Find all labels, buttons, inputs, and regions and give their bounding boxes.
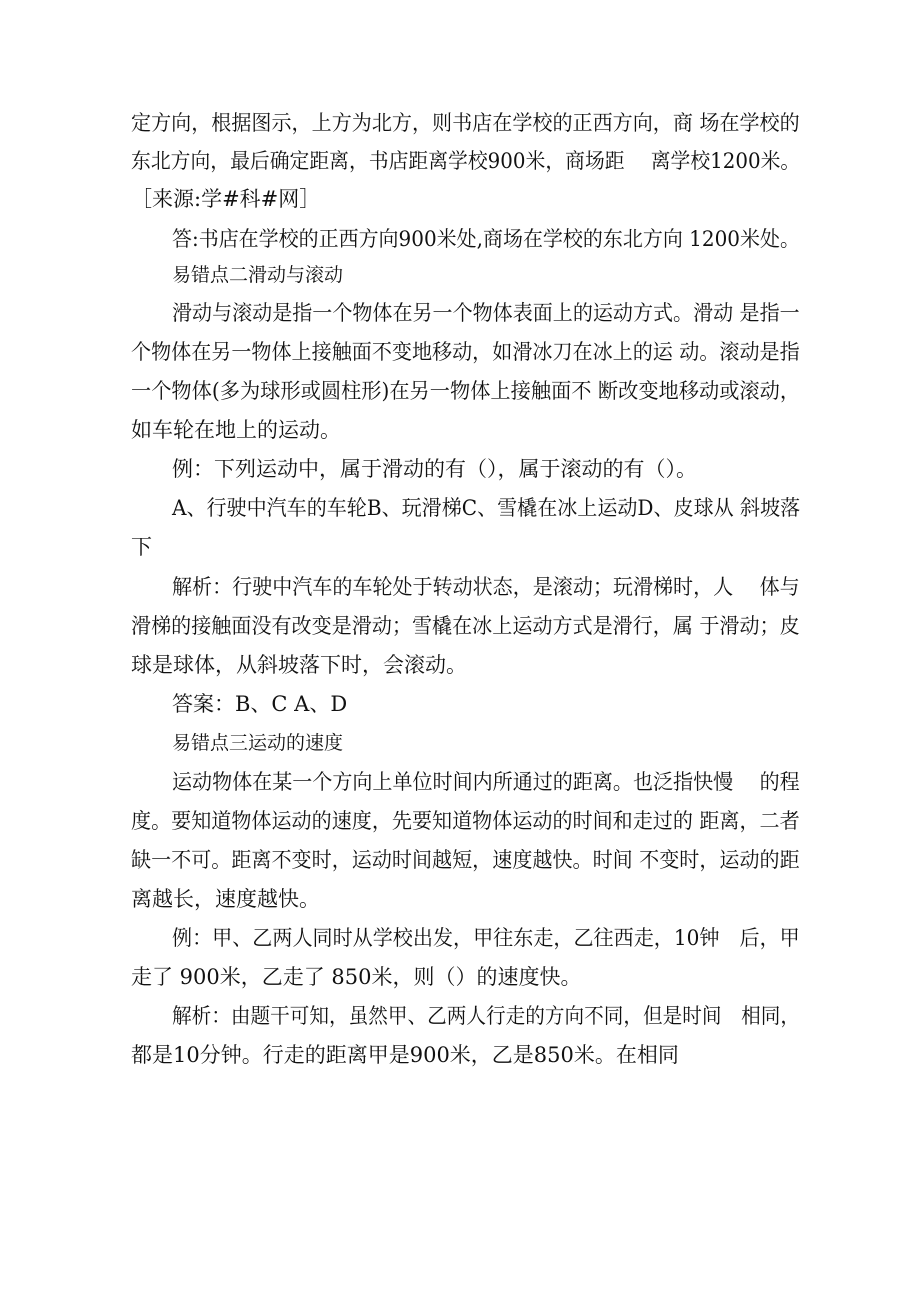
text-line-1: 定方向，根据图示，上方为北方，则书店在学校的正西方向，商 场在学校的 [131, 111, 800, 135]
text-line-18: 运动物体在某一个方向上单位时间内所通过的距离。也泛指快慢 的程 [172, 770, 800, 794]
text-line-9: 如车轮在地上的运动。 [131, 418, 341, 442]
analysis-line-3: 球是球体，从斜坡落下时，会滚动。 [131, 653, 467, 677]
section-heading-3: 易错点三运动的速度 [172, 732, 344, 754]
answer-key: 答案：B、C A、D [172, 692, 348, 716]
analysis-2-line-2: 都是10分钟。行走的距离甲是900米，乙是850米。在相同 [131, 1043, 679, 1067]
analysis-2-line-1: 解析：由题干可知，虽然甲、乙两人行走的方向不同，但是时间 相同， [172, 1004, 800, 1028]
text-line-19: 度。要知道物体运动的速度，先要知道物体运动的时间和走过的 距离，二者 [131, 809, 800, 833]
text-line-6: 滑动与滚动是指一个物体在另一个物体表面上的运动方式。滑动 是指一 [172, 301, 800, 325]
text-line-8: 一个物体(多为球形或圆柱形)在另一物体上接触面不 断改变地移动或滚动， [131, 379, 801, 403]
example-question: 例：下列运动中，属于滑动的有（），属于滚动的有（）。 [172, 457, 697, 481]
section-heading-2: 易错点二滑动与滚动 [172, 264, 344, 286]
text-line-2: 东北方向，最后确定距离，书店距离学校900米，商场距 离学校1200米。 [131, 149, 801, 173]
analysis-line-2: 滑梯的接触面没有改变是滑动；雪橇在冰上运动方式是滑行，属 于滑动；皮 [131, 614, 800, 638]
example-2-line-1: 例：甲、乙两人同时从学校出发，甲往东走，乙往西走，10钟 后，甲 [172, 926, 800, 950]
analysis-line-1: 解析：行驶中汽车的车轮处于转动状态，是滚动；玩滑梯时，人 体与 [172, 575, 800, 599]
example-options-cont: 下 [131, 535, 152, 559]
text-line-7: 个物体在另一物体上接触面不变地移动，如滑冰刀在冰上的运 动。滚动是指 [131, 340, 800, 364]
example-options: A、行驶中汽车的车轮B、玩滑梯C、雪橇在冰上运动D、皮球从 斜坡落 [172, 496, 801, 520]
text-line-21: 离越长，速度越快。 [131, 887, 320, 911]
source-note: ［来源:学#科#网］ [131, 187, 321, 211]
text-line-20: 缺一不可。距离不变时，运动时间越短，速度越快。时间 不变时，运动的距 [131, 848, 800, 872]
example-2-line-2: 走了 900米，乙走了 850米，则（）的速度快。 [131, 965, 582, 989]
answer-line: 答:书店在学校的正西方向900米处,商场在学校的东北方向 1200米处。 [172, 227, 800, 251]
